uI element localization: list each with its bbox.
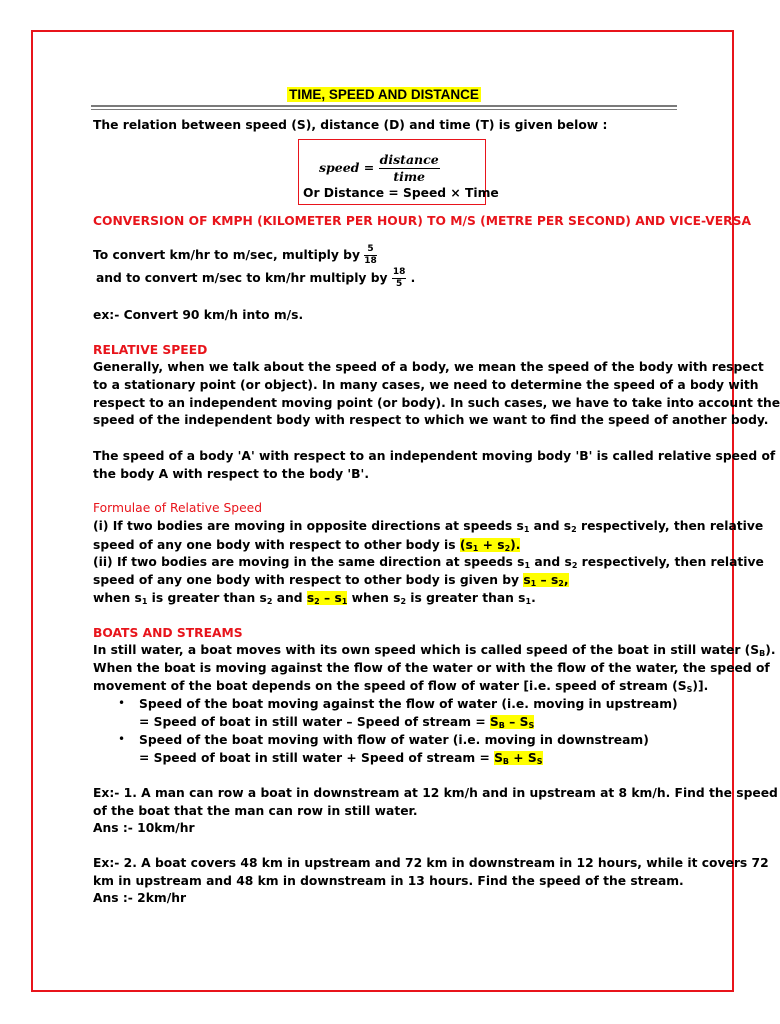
subscript: 1: [472, 544, 479, 553]
formula-ii-text-b: and s: [530, 555, 572, 569]
conversion-example: ex:- Convert 90 km/h into m/s.: [93, 308, 304, 322]
text: .: [531, 591, 536, 605]
title-rule: [91, 105, 677, 110]
example-2-line-1: Ex:- 2. A boat covers 48 km in upstream and 72 km in downstream in 12 hours, while it covers 72: [93, 856, 769, 870]
text: when s: [347, 591, 401, 605]
formula-equals: =: [363, 160, 375, 175]
hl-text: s: [306, 591, 315, 605]
fraction-18-5-num: 18: [392, 267, 406, 277]
subscript: 1: [524, 561, 531, 570]
formula-i2-text: speed of any one body with respect to other body is: [93, 538, 460, 552]
hl-text: ).: [510, 538, 521, 552]
hl-text: – s: [536, 573, 559, 587]
relative-p1-line-3: respect to an independent moving point (or body). In such cases, we have to take into account the: [93, 396, 780, 410]
formula-denominator: time: [393, 169, 426, 184]
subscript: 1: [523, 525, 530, 534]
text: )].: [692, 679, 709, 693]
hl-text: ,: [563, 573, 569, 587]
downstream-line-2: [139, 750, 543, 771]
text: = Speed of boat in still water – Speed of stream =: [139, 715, 490, 729]
example-2-answer: Ans :- 2km/hr: [93, 891, 187, 905]
fraction-18-5-den: 5: [395, 279, 403, 289]
formula-numerator: distance: [379, 152, 439, 167]
subscript: B: [759, 649, 766, 658]
formula-box: [298, 139, 499, 205]
relative-p2-line-1: The speed of a body 'A' with respect to an independent moving body 'B' is called relative speed of: [93, 449, 776, 463]
text: In still water, a boat moves with its own speed which is called speed of the boat in still water (S: [93, 643, 760, 657]
relative-p1-line-1: Generally, when we talk about the speed of a body, we mean the speed of the body with respect: [93, 360, 764, 374]
highlight-diff-2: [307, 591, 348, 605]
example-1-line-2: of the boat that the man can row in still water.: [93, 804, 418, 818]
subscript: 2: [266, 597, 273, 606]
hl-text: – s: [319, 591, 342, 605]
bullet-icon: •: [118, 732, 126, 746]
relative-p1-line-4: speed of the independent body with respect to which we want to find the speed of another body.: [93, 413, 769, 427]
conversion-line-1: [93, 244, 377, 267]
hl-text: s: [523, 573, 531, 587]
highlight-diff-1: [523, 573, 568, 587]
formula-ii-line-3: [93, 590, 536, 611]
text: is greater than s: [147, 591, 267, 605]
hl-text: S: [489, 715, 499, 729]
subscript: 1: [525, 597, 532, 606]
formula-i-text-c: respectively, then relative: [576, 519, 764, 533]
subscript: 1: [141, 597, 148, 606]
subscript: 1: [341, 597, 348, 606]
formulae-heading: Formulae of Relative Speed: [93, 501, 263, 515]
conversion-line-2-end: .: [410, 271, 416, 285]
hl-text: – S: [504, 715, 529, 729]
boats-line-2: When the boat is moving against the flow of the water or with the flow of the water, the speed of: [93, 661, 770, 675]
formula-ii-text-a: (ii) If two bodies are moving in the same direction at speeds s: [93, 555, 525, 569]
hl-text: (s: [459, 538, 473, 552]
formula-i-line-1: [93, 518, 763, 539]
formula-equation: [319, 152, 440, 185]
subscript: B: [502, 757, 510, 766]
conversion-line-1-text: To convert km/hr to m/sec, multiply by: [93, 248, 360, 262]
subscript: B: [498, 721, 505, 730]
subscript: S: [686, 685, 693, 694]
text: movement of the boat depends on the speed of flow of water [i.e. speed of stream (S: [93, 679, 687, 693]
example-1-line-1: Ex:- 1. A man can row a boat in downstream at 12 km/h and in upstream at 8 km/h. Find the speed: [93, 786, 778, 800]
formula-lhs: speed: [319, 160, 360, 175]
subscript: 2: [314, 597, 320, 606]
formula-i-text-b: and s: [529, 519, 572, 533]
relative-p1-line-2: to a stationary point (or object). In many cases, we need to determine the speed of a body with: [93, 378, 759, 392]
hl-text: + S: [509, 751, 537, 765]
subscript: 1: [530, 579, 537, 588]
conversion-line-2: [96, 267, 415, 290]
subscript: 2: [504, 544, 511, 553]
bullet-icon: •: [118, 696, 126, 710]
formula-ii2-text: speed of any one body with respect to other body is given by: [93, 573, 524, 587]
subscript: 2: [558, 579, 564, 588]
example-1-answer: Ans :- 10km/hr: [93, 821, 195, 835]
subscript: 2: [571, 525, 577, 534]
fraction-18-5: [392, 267, 407, 290]
intro-text: The relation between speed (S), distance (D) and time (T) is given below :: [93, 118, 608, 132]
fraction-5-18-num: 5: [364, 244, 377, 256]
subscript: S: [528, 721, 535, 730]
highlight-downstream: [494, 751, 542, 765]
subscript: 2: [571, 561, 578, 570]
formula-alt: Or Distance = Speed × Time: [303, 186, 499, 200]
downstream-line-1: Speed of the boat moving with flow of water (i.e. moving in downstream): [139, 733, 649, 747]
highlight-upstream: [490, 715, 534, 729]
relative-p2-line-2: the body A with respect to the body 'B'.: [93, 467, 369, 481]
boats-heading: BOATS AND STREAMS: [93, 626, 243, 640]
title-text: TIME, SPEED AND DISTANCE: [289, 87, 479, 102]
relative-heading: RELATIVE SPEED: [93, 343, 208, 357]
text: ).: [765, 643, 776, 657]
formula-ii-text-c: respectively, then relative: [577, 555, 764, 569]
upstream-line-1: Speed of the boat moving against the flow of water (i.e. moving in upstream): [139, 697, 678, 711]
subscript: 2: [400, 597, 407, 606]
formula-fraction: [379, 152, 440, 185]
text: is greater than s: [406, 591, 526, 605]
text: when s: [93, 591, 142, 605]
example-2-line-2: km in upstream and 48 km in downstream in 13 hours. Find the speed of the stream.: [93, 874, 684, 888]
page-title: [0, 87, 768, 102]
conversion-line-2-text: and to convert m/sec to km/hr multiply by: [96, 271, 388, 285]
subscript: S: [536, 757, 543, 766]
hl-text: + s: [478, 538, 505, 552]
highlight-sum: [460, 538, 521, 552]
fraction-5-18-den: 18: [364, 256, 377, 266]
fraction-5-18: [364, 244, 377, 267]
text: and: [272, 591, 307, 605]
hl-text: S: [494, 751, 503, 765]
text: = Speed of boat in still water + Speed of stream =: [139, 751, 495, 765]
conversion-heading: CONVERSION OF KMPH (KILOMETER PER HOUR) TO M/S (METRE PER SECOND) AND VICE-VERSA: [93, 214, 751, 228]
formula-i-text-a: (i) If two bodies are moving in opposite directions at speeds s: [93, 519, 524, 533]
